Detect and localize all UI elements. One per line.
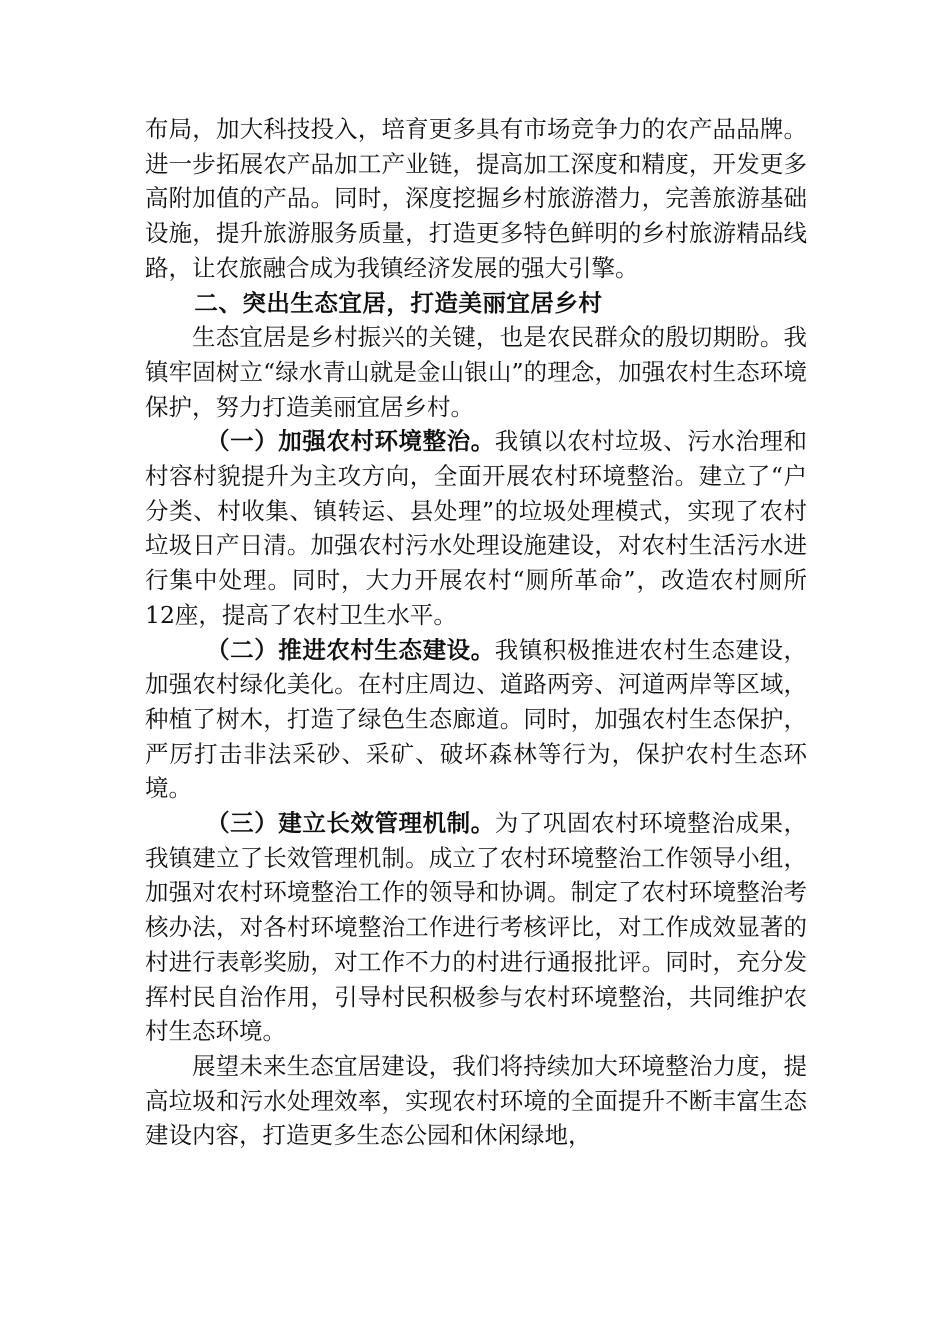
paragraph-outlook: 展望未来生态宜居建设，我们将持续加大环境整治力度，提高垃圾和污水处理效率，实现农村环境的全面提升不断丰富生态建设内容，打造更多生态公园和休闲绿地， bbox=[145, 1051, 807, 1150]
subsection-ecology bbox=[145, 633, 807, 807]
subsection-mechanism bbox=[145, 806, 807, 1049]
document-page bbox=[145, 112, 807, 1153]
paragraph-continuation: 布局，加大科技投入，培育更多具有市场竞争力的农产品品牌。进一步拓展农产品加工产业链，提高加工深度和精度，开发更多高附加值的产品。同时，深度挖掘乡村旅游潜力，完善旅游基础设施，提升旅游服务质量，打造更多特色鲜明的乡村旅游精品线路，让农旅融合成为我镇经济发展的强大引擎。 bbox=[145, 115, 807, 282]
paragraph-intro: 生态宜居是乡村振兴的关键，也是农民群众的殷切期盼。我镇牢固树立“绿水青山就是金山银山”的理念，加强农村生态环境保护，努力打造美丽宜居乡村。 bbox=[145, 323, 807, 421]
section-heading: 二、突出生态宜居，打造美丽宜居乡村 bbox=[194, 288, 603, 317]
subsection-environment bbox=[145, 424, 807, 632]
subsection-title: （三）建立长效管理机制。 bbox=[206, 809, 495, 838]
subsection-title: （二）推进农村生态建设。 bbox=[206, 635, 495, 664]
subsection-body: 我镇积极推进农村生态建设，加强农村绿化美化。在村庄周边、道路两旁、河道两岸等区域，种植了树木，打造了绿色生态廊道。同时，加强农村生态保护，严厉打击非法采砂、采矿、破坏森林等行为，保护农村生态环境。 bbox=[145, 635, 807, 803]
subsection-body: 为了巩固农村环境整治成果，我镇建立了长效管理机制。成立了农村环境整治工作领导小组，加强对农村环境整治工作的领导和协调。制定了农村环境整治考核办法，对各村环境整治工作进行考核评比，对工作成效显著的村进行表彰奖励，对工作不力的村进行通报批评。同时，充分发挥村民自治作用，引导村民积极参与农村环境整治，共同维护农村生态环境。 bbox=[145, 809, 807, 1046]
subsection-title: （一）加强农村环境整治。 bbox=[206, 427, 495, 456]
subsection-body: 我镇以农村垃圾、污水治理和村容村貌提升为主攻方向，全面开展农村环境整治。建立了“户分类、村收集、镇转运、县处理”的垃圾处理模式，实现了农村垃圾日产日清。加强农村污水处理设施建设，对农村生活污水进行集中处理。同时，大力开展农村“厕所革命”，改造农村厕所12座，提高了农村卫生水平。 bbox=[145, 427, 807, 629]
